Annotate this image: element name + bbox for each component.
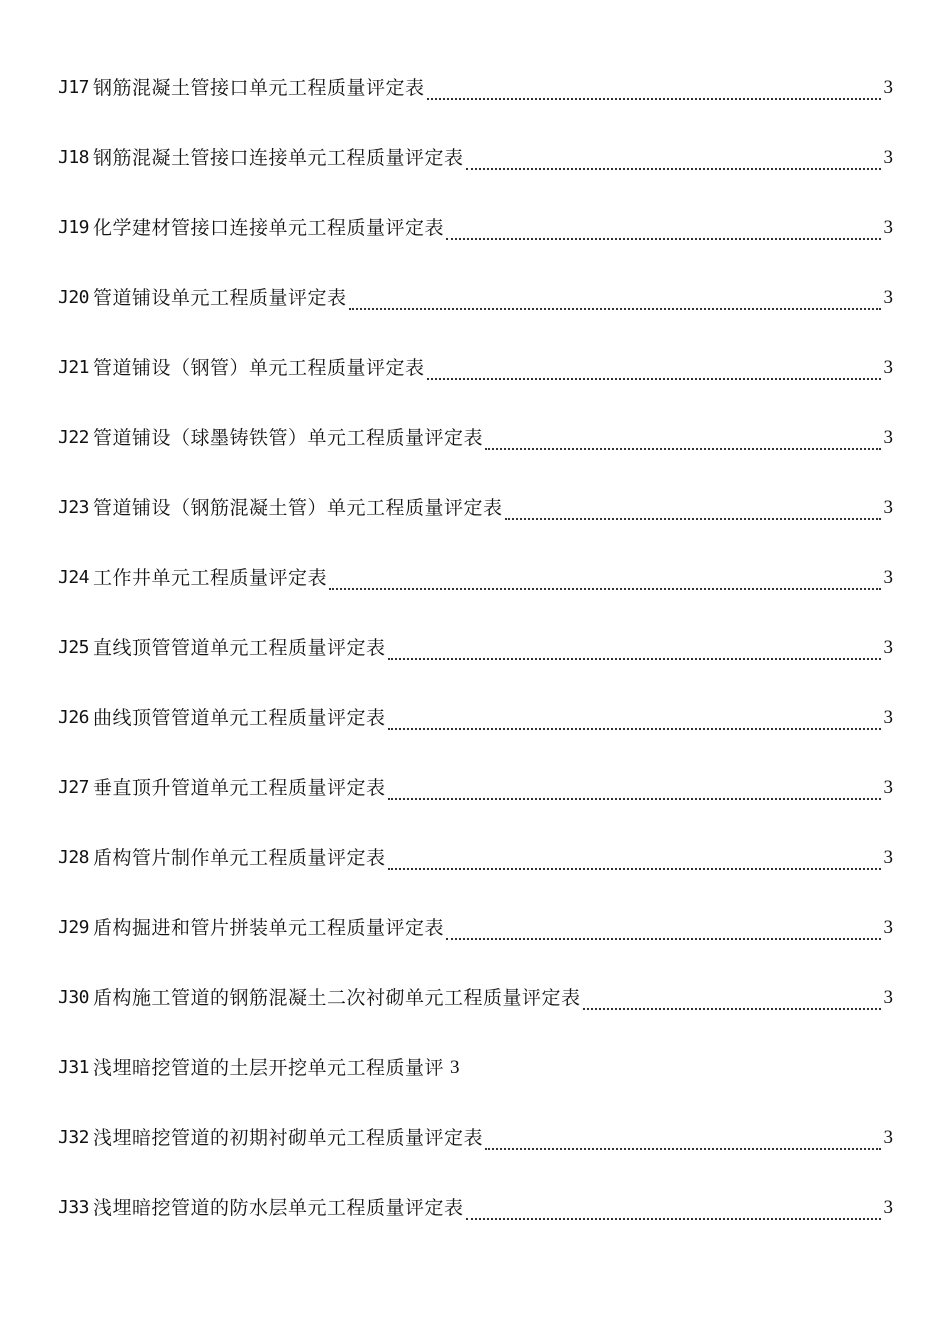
toc-entry[interactable] [58,630,893,700]
toc-entry-page-number: 3 [883,357,893,378]
toc-entry-code: J24 [58,567,90,588]
toc-entry-page-number: 3 [883,1197,893,1218]
toc-entry[interactable] [58,490,893,560]
toc-entry-code: J21 [58,357,90,378]
toc-entry-code: J17 [58,77,90,98]
toc-dot-leader [349,280,881,310]
toc-dot-leader [485,1120,880,1150]
toc-entry[interactable] [58,280,893,350]
toc-entry[interactable] [58,980,893,1050]
toc-entry-code: J22 [58,427,90,448]
toc-entry[interactable] [58,770,893,840]
toc-entry[interactable] [58,70,893,140]
toc-entry-code: J23 [58,497,90,518]
toc-entry-code: J30 [58,987,90,1008]
toc-entry-code: J29 [58,917,90,938]
toc-dot-leader [388,630,881,660]
toc-entry-title: 垂直顶升管道单元工程质量评定表 [93,777,386,799]
toc-entry-title: 浅埋暗挖管道的土层开挖单元工程质量评 [93,1057,445,1079]
toc-dot-leader [583,980,881,1010]
toc-entry-code: J19 [58,217,90,238]
toc-dot-leader [329,560,880,590]
toc-entry-code: J31 [58,1057,90,1078]
toc-entry-title: 钢筋混凝土管接口连接单元工程质量评定表 [93,147,464,169]
toc-dot-leader [485,420,880,450]
toc-entry-page-number: 3 [883,847,893,868]
toc-entry-code: J26 [58,707,90,728]
toc-entry-page-number: 3 [450,1057,460,1078]
toc-entry-title: 曲线顶管管道单元工程质量评定表 [93,707,386,729]
toc-entry-title: 盾构施工管道的钢筋混凝土二次衬砌单元工程质量评定表 [93,987,581,1009]
toc-entry-page-number: 3 [883,497,893,518]
toc-dot-leader [427,70,881,100]
toc-dot-leader [446,210,880,240]
toc-entry-title: 管道铺设（钢筋混凝土管）单元工程质量评定表 [93,497,503,519]
toc-entry-title: 化学建材管接口连接单元工程质量评定表 [93,217,445,239]
toc-entry-code: J33 [58,1197,90,1218]
toc-entry-title: 管道铺设（球墨铸铁管）单元工程质量评定表 [93,427,484,449]
toc-entry-title: 直线顶管管道单元工程质量评定表 [93,637,386,659]
toc-entry-page-number: 3 [883,77,893,98]
toc-entry[interactable] [58,1190,893,1260]
toc-entry-page-number: 3 [883,287,893,308]
toc-entry-title: 管道铺设单元工程质量评定表 [93,287,347,309]
toc-entry[interactable] [58,910,893,980]
toc-entry-page-number: 3 [883,217,893,238]
toc-dot-leader [466,140,881,170]
toc-entry-code: J28 [58,847,90,868]
toc-entry[interactable] [58,140,893,210]
toc-entry-title: 钢筋混凝土管接口单元工程质量评定表 [93,77,425,99]
toc-entry[interactable] [58,1050,893,1120]
toc-entry-code: J27 [58,777,90,798]
toc-entry-page-number: 3 [883,147,893,168]
toc-entry-code: J25 [58,637,90,658]
toc-dot-leader [388,770,881,800]
table-of-contents [58,70,893,1260]
toc-entry-code: J20 [58,287,90,308]
toc-dot-leader [388,840,881,870]
toc-dot-leader [466,1190,881,1220]
toc-entry-page-number: 3 [883,427,893,448]
toc-entry-title: 浅埋暗挖管道的防水层单元工程质量评定表 [93,1197,464,1219]
toc-entry[interactable] [58,700,893,770]
toc-entry-code: J32 [58,1127,90,1148]
toc-dot-leader [446,910,880,940]
toc-entry-title: 盾构管片制作单元工程质量评定表 [93,847,386,869]
toc-entry-title: 工作井单元工程质量评定表 [93,567,328,589]
toc-entry-title: 盾构掘进和管片拼装单元工程质量评定表 [93,917,445,939]
toc-entry-page-number: 3 [883,567,893,588]
toc-entry[interactable] [58,210,893,280]
toc-entry[interactable] [58,840,893,910]
toc-entry[interactable] [58,560,893,630]
toc-dot-leader [427,350,881,380]
toc-entry-page-number: 3 [883,987,893,1008]
toc-entry-page-number: 3 [883,637,893,658]
toc-entry-code: J18 [58,147,90,168]
toc-entry-title: 管道铺设（钢管）单元工程质量评定表 [93,357,425,379]
toc-entry[interactable] [58,1120,893,1190]
toc-dot-leader [505,490,881,520]
toc-entry-title: 浅埋暗挖管道的初期衬砌单元工程质量评定表 [93,1127,484,1149]
toc-entry-page-number: 3 [883,777,893,798]
toc-entry[interactable] [58,420,893,490]
toc-dot-leader [388,700,881,730]
toc-entry-page-number: 3 [883,917,893,938]
toc-entry-page-number: 3 [883,1127,893,1148]
toc-entry[interactable] [58,350,893,420]
toc-entry-page-number: 3 [883,707,893,728]
